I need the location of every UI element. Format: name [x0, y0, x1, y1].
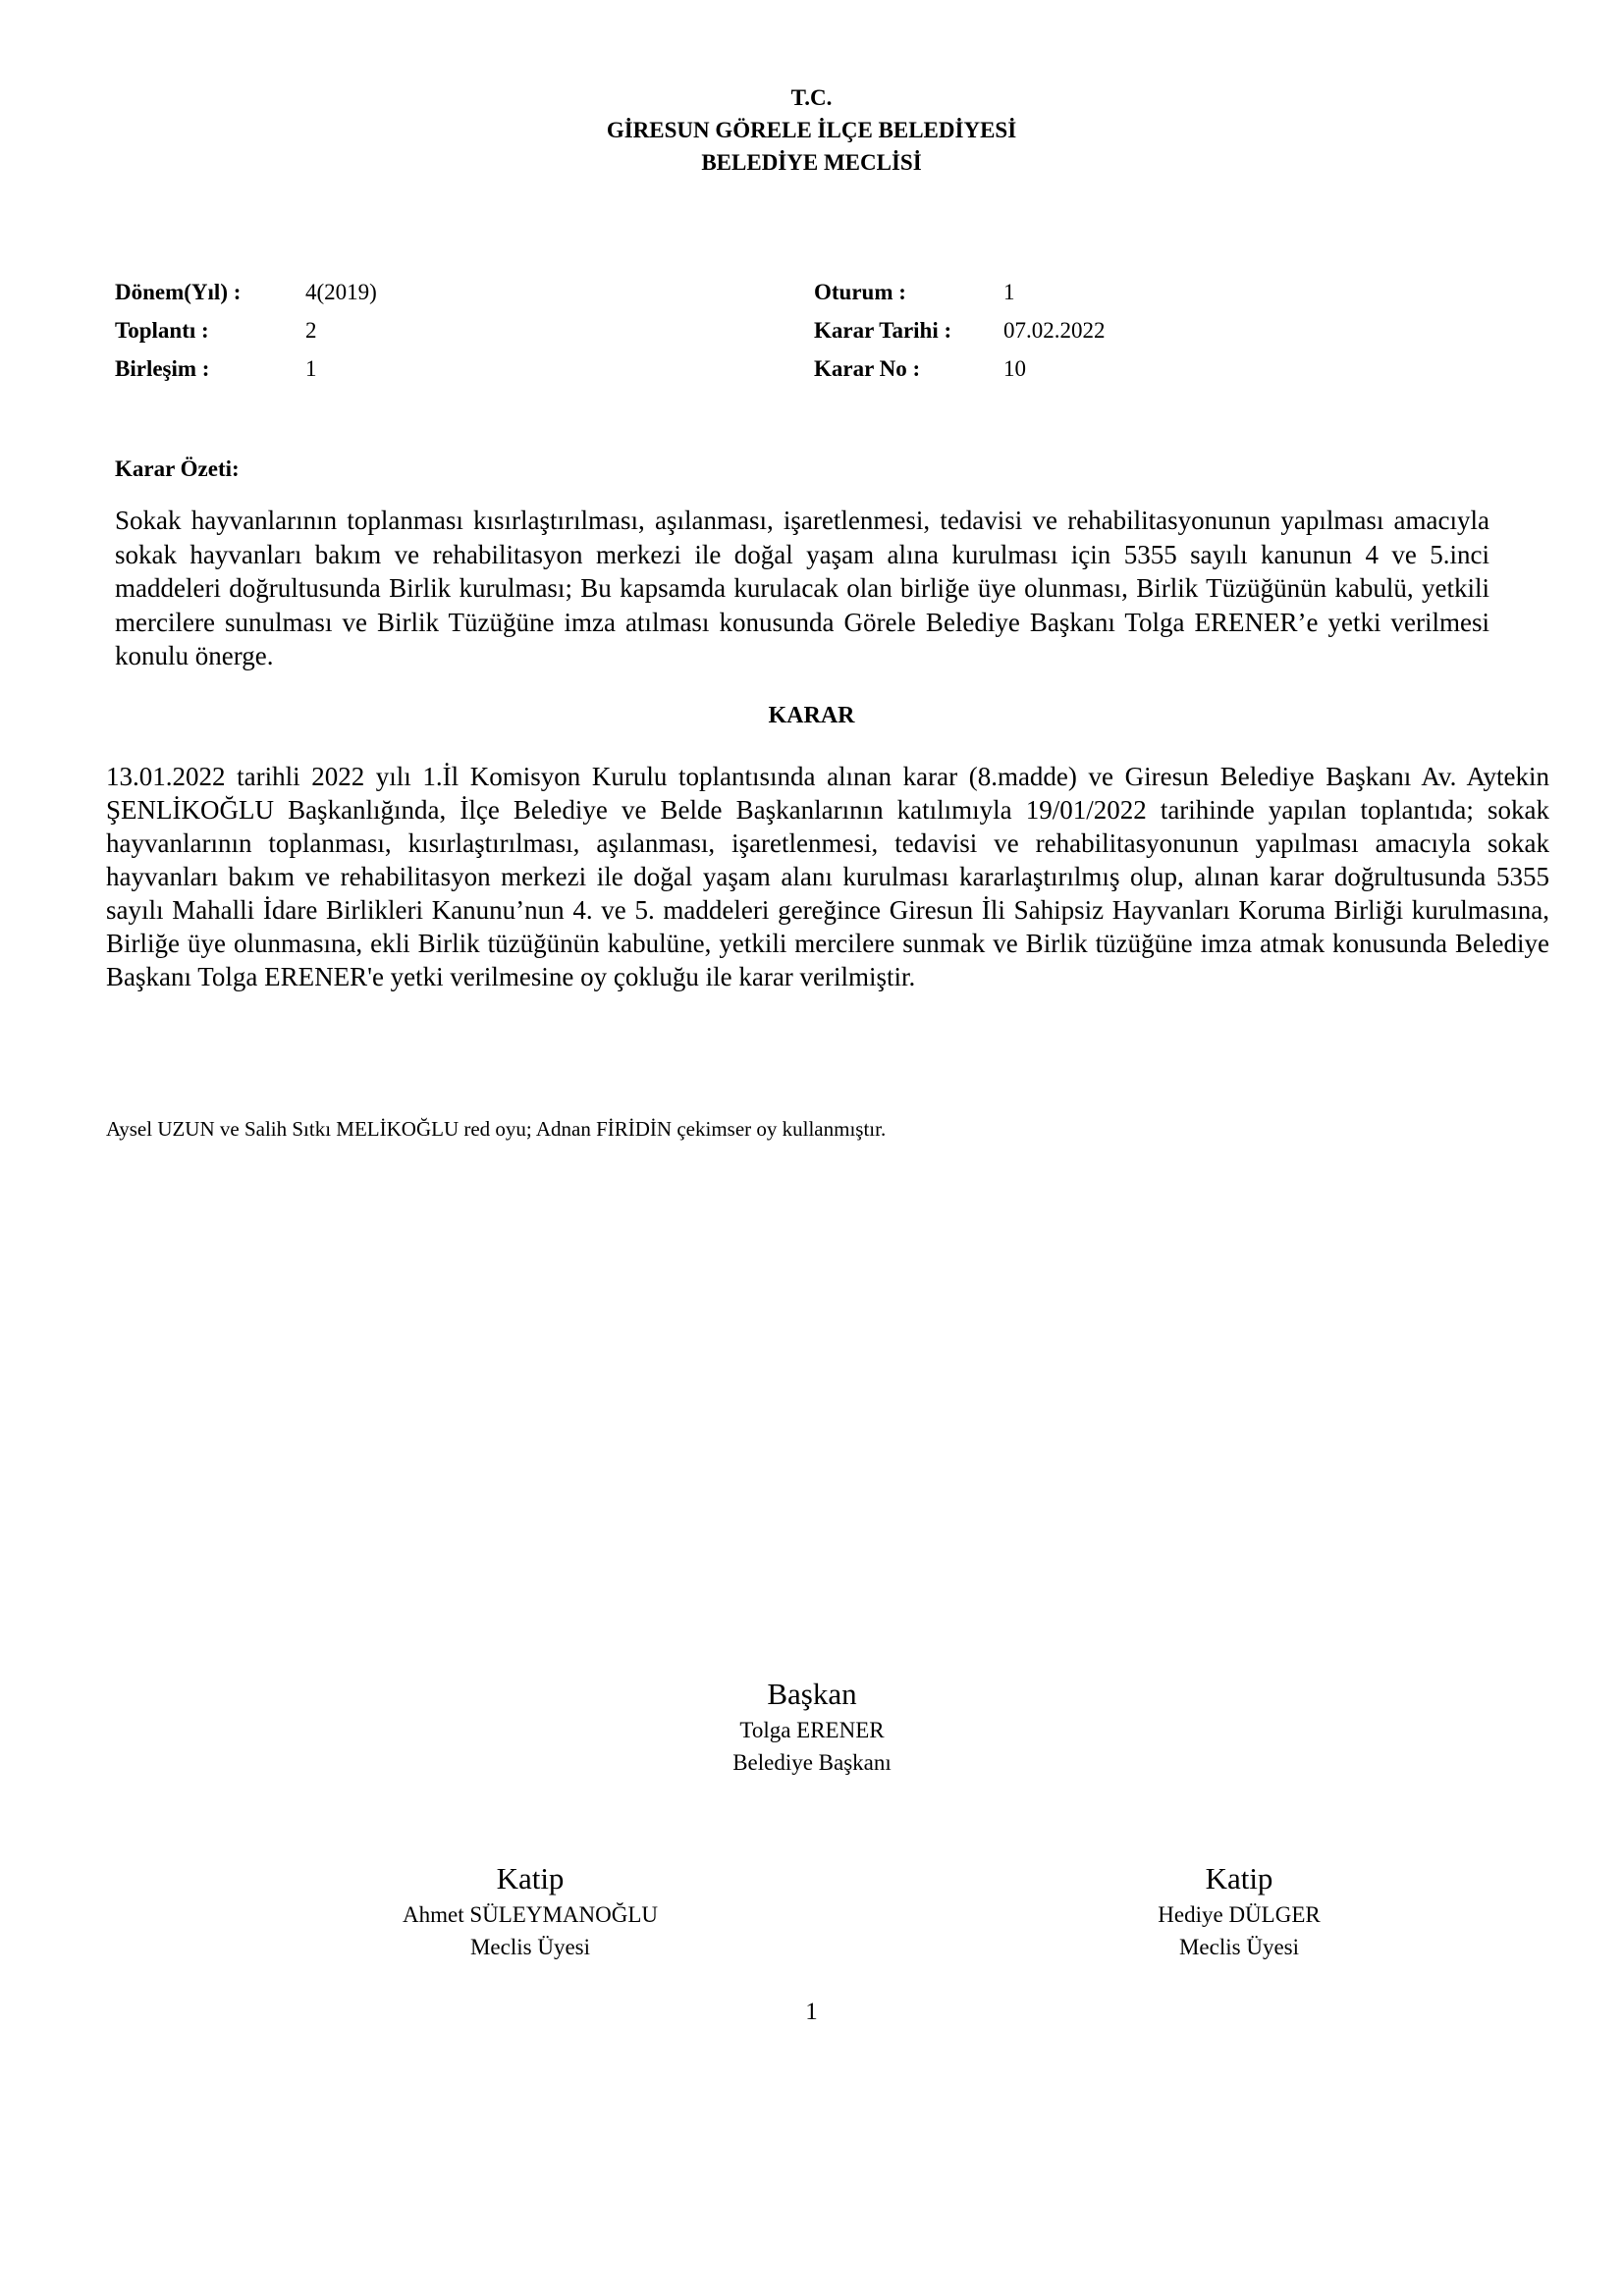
oturum-label: Oturum :	[814, 280, 906, 304]
summary-text: Sokak hayvanlarının toplanması kısırlaştırılması, aşılanması, işaretlenmesi, tedavisi ve rehabilitasyonunun yapılması amacıyla sokak hayvanları bakım ve rehabilitasyon merkezi ile doğal yaşam alına kurulması için 5355 sayılı kanunun 4 ve 5.inci maddeleri doğrultusunda Birlik kurulması; Bu kapsamda kurulacak olan birliğe üye olunması, Birlik Tüzüğünün kabulü, yetkili mercilere sunulması ve Birlik Tüzüğüne imza atılması konusunda Görele Belediye Başkanı Tolga ERENER’e yetki verilmesi konulu önerge.	[115, 506, 1489, 670]
header-municipality: GİRESUN GÖRELE İLÇE BELEDİYESİ	[606, 118, 1017, 142]
signature-role: Katip	[496, 1861, 565, 1896]
decision-title: KARAR	[768, 703, 855, 728]
signature-title: Meclis Üyesi	[469, 1935, 590, 1959]
signature-role: Başkan	[767, 1677, 857, 1711]
signature-title: Belediye Başkanı	[732, 1750, 892, 1775]
signature-name: Ahmet SÜLEYMANOĞLU	[402, 1902, 658, 1927]
donem-label: Dönem(Yıl) :	[115, 280, 242, 304]
vote-note: Aysel UZUN ve Salih Sıtkı MELİKOĞLU red oyu; Adnan FİRİDİN çekimser oy kullanmıştır.	[106, 1117, 887, 1141]
birlesim-value: 1	[305, 356, 317, 381]
header-council: BELEDİYE MECLİSİ	[701, 150, 922, 175]
karar-tarihi-value: 07.02.2022	[1003, 318, 1106, 343]
signature-name: Tolga ERENER	[739, 1718, 885, 1742]
donem-value: 4(2019)	[305, 280, 377, 304]
header-tc: T.C.	[790, 85, 833, 110]
karar-tarihi-label: Karar Tarihi :	[814, 318, 952, 343]
signature-president	[616, 1675, 1008, 1779]
toplanti-label: Toplantı :	[115, 318, 209, 343]
signature-clerk-1	[334, 1859, 727, 1963]
oturum-value: 1	[1003, 280, 1015, 304]
page-number: 1	[805, 1999, 818, 2025]
karar-no-label: Karar No :	[814, 356, 921, 381]
karar-no-value: 10	[1003, 356, 1026, 381]
signature-role: Katip	[1205, 1861, 1273, 1896]
signature-name: Hediye DÜLGER	[1158, 1902, 1321, 1927]
decision-text: 13.01.2022 tarihli 2022 yılı 1.İl Komisyon Kurulu toplantısında alınan karar (8.madde) ve Giresun Belediye Başkanı Av. Aytekin ŞENLİKOĞLU Başkanlığında, İlçe Belediye ve Belde Başkanlarının katılımıyla 19/01/2022 tarihinde yapılan toplantıda; sokak hayvanlarının toplanması, kısırlaştırılması, aşılanması, işaretlenmesi, tedavisi ve rehabilitasyonunun yapılması amacıyla sokak hayvanları bakım ve rehabilitasyon merkezi ile doğal yaşam alanı kurulması kararlaştırılmış olup, alınan karar doğrultusunda 5355 sayılı Mahalli İdare Birlikleri Kanunu’nun 4. ve 5. maddeleri gereğince Giresun İli Sahipsiz Hayvanları Koruma Birliği kurulmasına, Birliğe üye olunmasına, ekli Birlik tüzüğünün kabulüne, yetkili mercilere sunmak ve Birlik tüzüğüne imza atmak konusunda Belediye Başkanı Tolga ERENER'e yetki verilmesine oy çokluğu ile karar verilmiştir.	[106, 762, 1549, 991]
signature-clerk-2	[1043, 1859, 1435, 1963]
toplanti-value: 2	[305, 318, 317, 343]
signature-title: Meclis Üyesi	[1178, 1935, 1299, 1959]
birlesim-label: Birleşim :	[115, 356, 210, 381]
summary-label: Karar Özeti:	[115, 456, 240, 481]
